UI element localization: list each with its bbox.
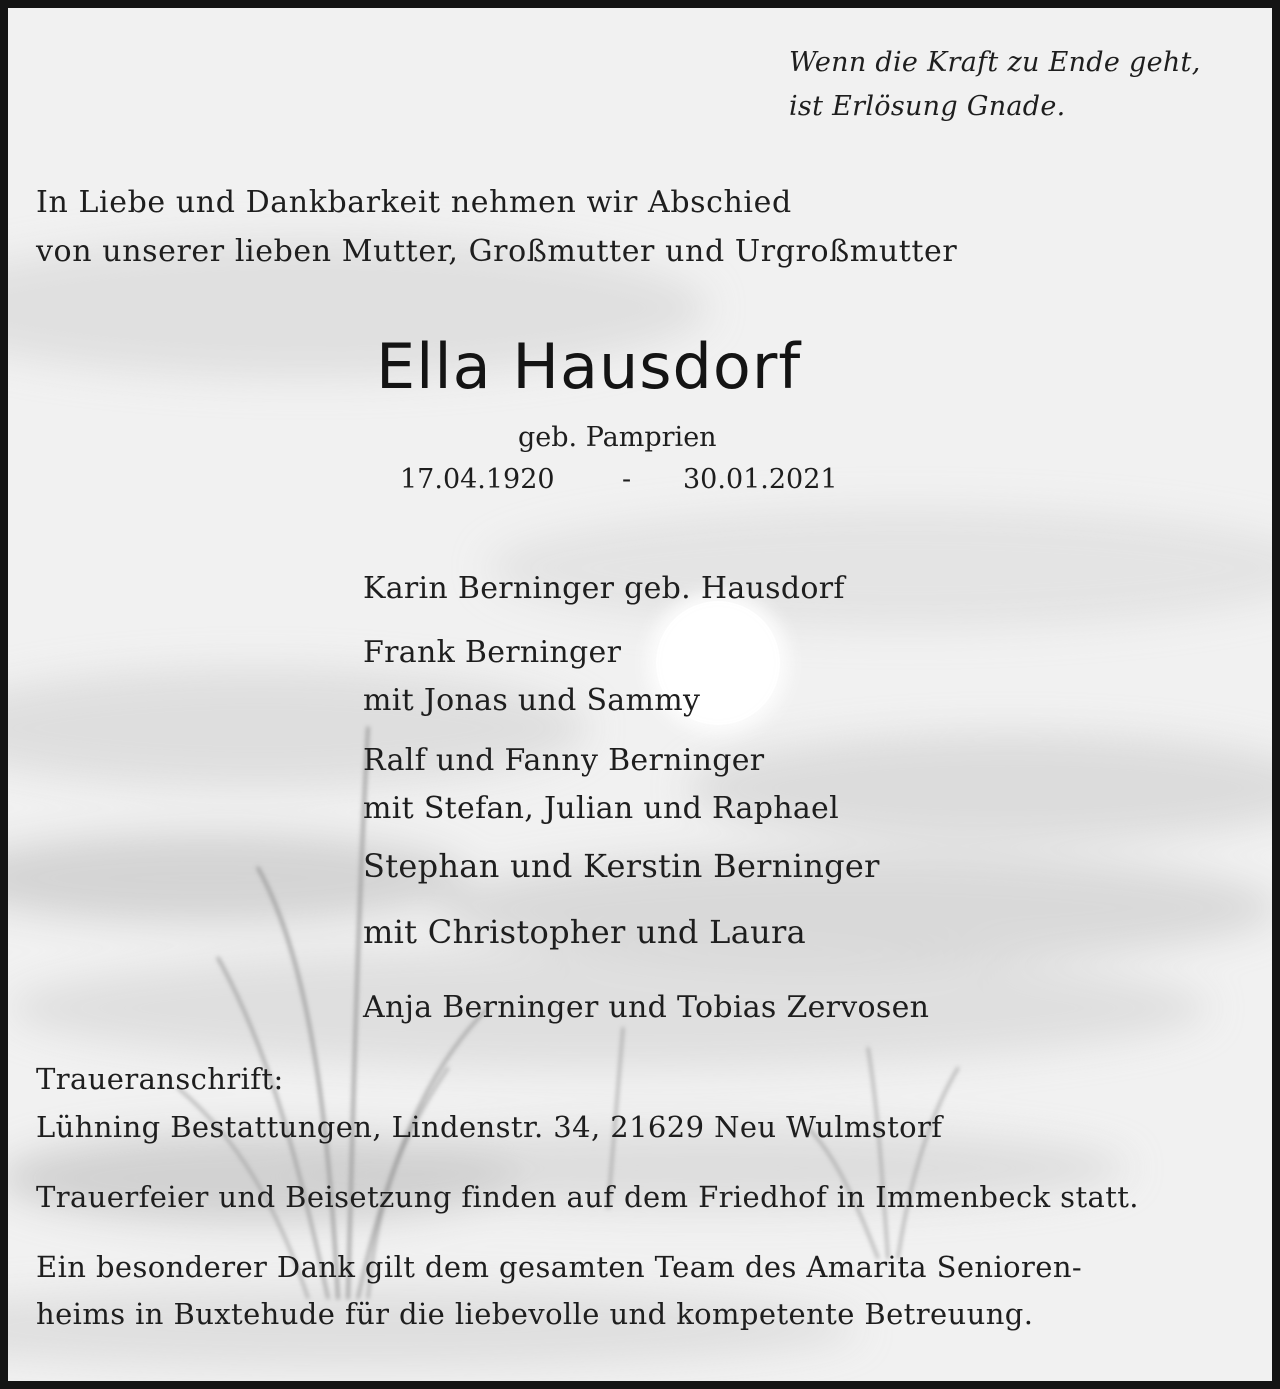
mourner-karin	[363, 565, 845, 613]
mourner-karin-name: Karin Berninger	[363, 571, 615, 606]
mourner-anja: Anja Berninger und Tobias Zervosen	[363, 990, 930, 1025]
address-label: Traueranschrift:	[36, 1062, 284, 1096]
maiden-name: geb. Pamprien	[518, 422, 717, 453]
address-text: Lühning Bestattungen, Lindenstr. 34, 21629 Neu Wulmstorf	[36, 1110, 943, 1144]
mourner-frank-children: mit Jonas und Sammy	[363, 683, 701, 718]
date-separator: -	[622, 464, 632, 495]
mourner-ralf: Ralf und Fanny Berninger	[363, 743, 765, 778]
intro-line-2: von unserer lieben Mutter, Großmutter und Urgroßmutter	[36, 234, 958, 269]
thanks-line-1: Ein besonderer Dank gilt dem gesamten Team des Amarita Senioren-	[36, 1250, 1083, 1284]
death-date: 30.01.2021	[683, 464, 838, 495]
mourner-frank: Frank Berninger	[363, 635, 622, 670]
intro-line-1: In Liebe und Dankbarkeit nehmen wir Abschied	[36, 185, 792, 220]
mourner-stephan-children: mit Christopher und Laura	[363, 913, 806, 951]
epigraph-line-2: ist Erlösung Gnade.	[789, 91, 1066, 122]
mourner-karin-suffix: geb. Hausdorf	[624, 571, 845, 606]
epigraph-line-1: Wenn die Kraft zu Ende geht,	[789, 47, 1201, 78]
mourner-stephan: Stephan und Kerstin Berninger	[363, 847, 880, 885]
mourner-ralf-children: mit Stefan, Julian und Raphael	[363, 791, 839, 826]
deceased-name: Ella Hausdorf	[376, 330, 802, 403]
birth-date: 17.04.1920	[400, 464, 555, 495]
thanks-line-2: heims in Buxtehude für die liebevolle und kompetente Betreuung.	[36, 1297, 1034, 1331]
ceremony-text: Trauerfeier und Beisetzung finden auf dem Friedhof in Immenbeck statt.	[36, 1180, 1139, 1214]
